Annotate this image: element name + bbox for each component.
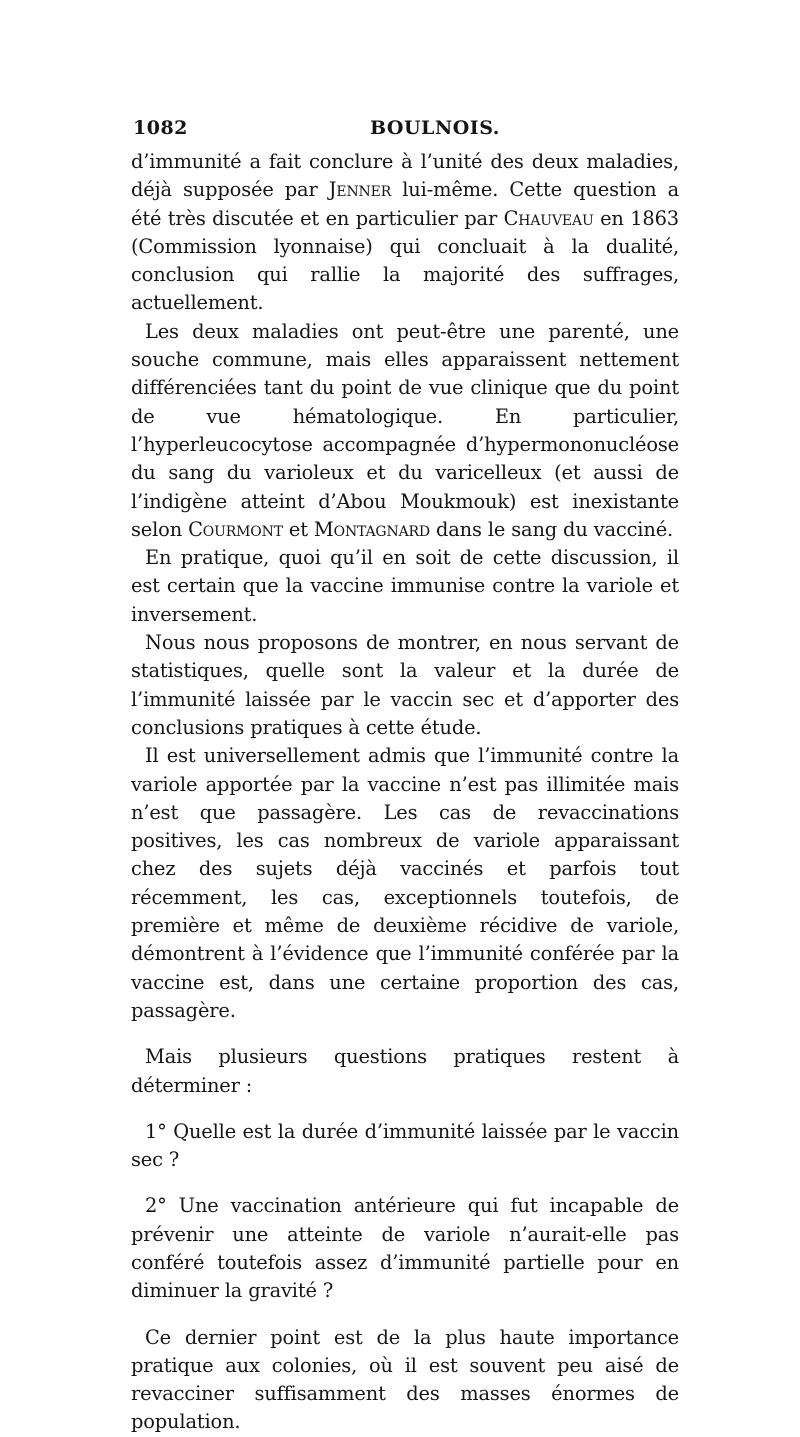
author-name-montagnard: Montagnard (313, 517, 430, 541)
paragraph-2: Les deux maladies ont peut-être une parenté, une souche commune, mais elles apparaissent nettement différenciées tant du point de vue clinique que du point de vue hématologique. En particulier, l’hyperleucocytose accompagnée d’hypermononucléose du sang du varioleux et du varicelleux (et aussi de l’indigène atteint d’Abou Moukmouk) est inexistante selon Courmont et Montagnard dans le sang du vacciné. (131, 319, 679, 541)
author-name-jenner: Jenner (328, 178, 392, 202)
question-1: 1° Quelle est la durée d’immunité laissée par le vaccin sec ? (131, 1119, 679, 1172)
author-name-chauveau: Chauveau (503, 206, 594, 230)
paragraph-4: Nous nous proposons de montrer, en nous servant de statistiques, quelle sont la valeur et la durée de l’immunité laissée par le vaccin sec et d’apporter des conclusions pratiques à cette étude. (131, 631, 679, 739)
running-head: BOULNOIS. (370, 117, 500, 139)
paragraph-1: d’immunité a fait conclure à l’unité des deux maladies, déjà supposée par Jenner lui-même. Cette question a été très discutée et en particulier par Chauveau en 1863 (Commission lyonnaise) qui concluait à la dualité, conclusion qui rallie la majorité des suffrages, actuellement. (131, 150, 679, 315)
page-number: 1082 (133, 117, 188, 139)
body-text (131, 148, 679, 1437)
question-2: 2° Une vaccination antérieure qui fut incapable de prévenir une atteinte de variole n’aurait-elle pas conféré toutefois assez d’immunité partielle pour en diminuer la gravité ? (131, 1194, 679, 1303)
paragraph-5: Il est universellement admis que l’immunité contre la variole apportée par la vaccine n’est pas illimitée mais n’est que passagère. Les cas de revaccinations positives, les cas nombreux de variole apparaissant chez des sujets déjà vaccinés et parfois tout récemment, les cas, exceptionnels toutefois, de première et même de deuxième récidive de variole, démontrent à l’évidence que l’immunité conférée par la vaccine est, dans une certaine proportion des cas, passagère. (131, 744, 679, 1022)
paragraph-final: Ce dernier point est de la plus haute importance pratique aux colonies, où il est souvent peu aisé de revacciner suffisamment des masses énormes de population. (131, 1325, 679, 1434)
author-name-courmont: Courmont (188, 517, 283, 541)
paragraph-6: Mais plusieurs questions pratiques restent à déterminer : (131, 1045, 679, 1097)
paragraph-3: En pratique, quoi qu’il en soit de cette discussion, il est certain que la vaccine immunise contre la variole et inversement. (131, 546, 679, 626)
